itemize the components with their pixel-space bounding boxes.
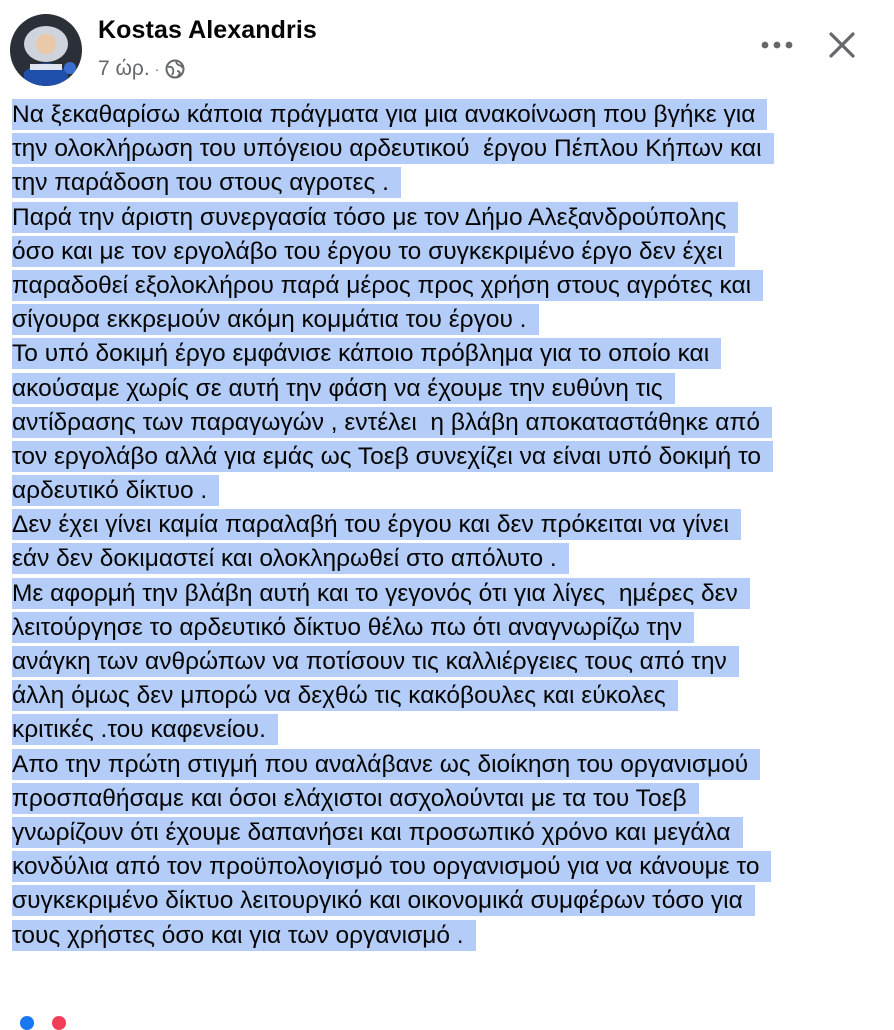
post-text-line: Παρά την άριστη συνεργασία τόσο με τον Δήμο Αλεξανδρούπολης (12, 201, 887, 235)
author-avatar[interactable] (10, 14, 82, 86)
close-icon (828, 31, 856, 59)
post-text-line: Το υπό δοκιμή έργο εμφάνισε κάποιο πρόβλημα για το οποίο και (12, 337, 887, 371)
post-text-line: τους χρήστες όσο και για των οργανισμό . (12, 919, 887, 953)
post-text-line: κριτικές .του καφενείου. (12, 713, 887, 747)
post-text-line: Να ξεκαθαρίσω κάποια πράγματα για μια ανακοίνωση που βγήκε για (12, 98, 887, 132)
more-horizontal-icon (761, 41, 793, 49)
post-text-line: συγκεκριμένο δίκτυο λειτουργικό και οικονομικά συμφέρων τόσο για (12, 884, 887, 918)
post-text-line: παραδοθεί εξολοκλήρου παρά μέρος προς χρήση στους αγρότες και (12, 269, 887, 303)
post-timestamp[interactable]: 7 ώρ. (98, 57, 150, 80)
post-text-line: την ολοκλήρωση του υπόγειου αρδευτικού έργου Πέπλου Κήπων και (12, 132, 887, 166)
meta-separator: · (154, 61, 160, 77)
post-text-line: όσο και με τον εργολάβο του έργου το συγκεκριμένο έργο δεν έχει (12, 235, 887, 269)
post-text-line: Απο την πρώτη στιγμή που αναλάβανε ως διοίκηση του οργανισμού (12, 748, 887, 782)
more-options-button[interactable] (752, 22, 802, 68)
post-text-line: σίγουρα εκκρεμούν ακόμη κομμάτια του έργου . (12, 303, 887, 337)
post-text-line: ακούσαμε χωρίς σε αυτή την φάση να έχουμε την ευθύνη τις (12, 372, 887, 406)
post-text-line: άλλη όμως δεν μπορώ να δεχθώ τις κακόβουλες και εύκολες (12, 679, 887, 713)
post-text-line: τον εργολάβο αλλά για εμάς ως Τοεβ συνεχίζει να είναι υπό δοκιμή το (12, 440, 887, 474)
close-button[interactable] (818, 22, 866, 68)
post-text-line: Δεν έχει γίνει καμία παραλαβή του έργου και δεν πρόκειται να γίνει (12, 508, 887, 542)
post-text-line: Με αφορμή την βλάβη αυτή και το γεγονός ότι για λίγες ημέρες δεν (12, 577, 887, 611)
post-meta (98, 55, 185, 83)
post-text-line: την παράδοση του στους αγροτες . (12, 166, 887, 200)
avatar-photo-icon (10, 14, 82, 86)
post-body-text (12, 98, 887, 953)
post-text-line: ανάγκη των ανθρώπων να ποτίσουν τις καλλιέργειες τους από την (12, 645, 887, 679)
post-footer-strip (0, 1012, 894, 1024)
love-reaction-icon[interactable] (52, 1016, 66, 1030)
author-name[interactable]: Kostas Alexandris (98, 16, 317, 44)
post-text-line: αρδευτικό δίκτυο . (12, 474, 887, 508)
globe-icon[interactable] (165, 59, 185, 79)
like-reaction-icon[interactable] (20, 1016, 34, 1030)
post-text-line: κονδύλια από τον προϋπολογισμό του οργανισμού για να κάνουμε το (12, 850, 887, 884)
post-text-line: γνωρίζουν ότι έχουμε δαπανήσει και προσωπικό χρόνο και μεγάλα (12, 816, 887, 850)
post-text-line: λειτούργησε το αρδευτικό δίκτυο θέλω πω ότι αναγνωρίζω την (12, 611, 887, 645)
post-text-line: προσπαθήσαμε και όσοι ελάχιστοι ασχολούνται με τα του Τοεβ (12, 782, 887, 816)
post-text-line: εάν δεν δοκιμαστεί και ολοκληρωθεί στο απόλυτο . (12, 542, 887, 576)
post-header (0, 0, 894, 95)
post-text-line: αντίδρασης των παραγωγών , εντέλει η βλάβη αποκαταστάθηκε από (12, 406, 887, 440)
